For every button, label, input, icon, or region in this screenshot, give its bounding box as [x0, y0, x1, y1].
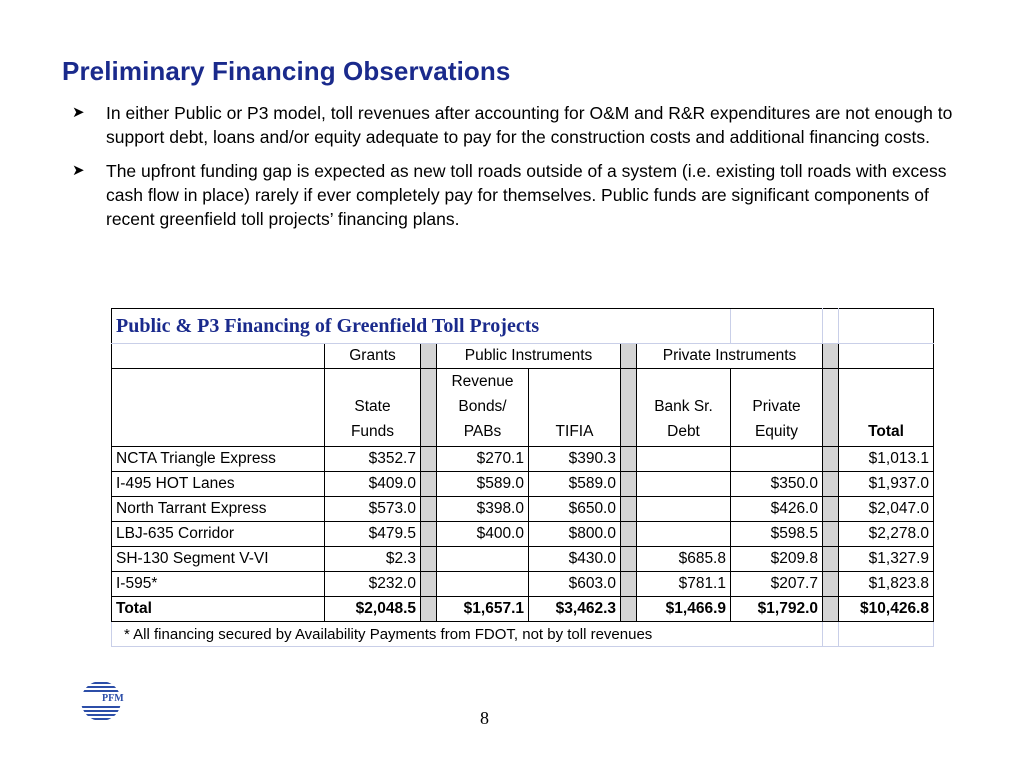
- cell-tifia: $603.0: [529, 572, 621, 597]
- cell-revenue-bonds: $589.0: [437, 472, 529, 497]
- arrow-bullet-icon: ➤: [72, 162, 85, 179]
- table-caption: Public & P3 Financing of Greenfield Toll Projects: [112, 309, 731, 344]
- table-row: [112, 447, 934, 472]
- cell-total: $2,278.0: [839, 522, 934, 547]
- cell-total: $2,047.0: [839, 497, 934, 522]
- cell-private-equity: $209.8: [731, 547, 823, 572]
- project-name: NCTA Triangle Express: [112, 447, 325, 472]
- group-public-instruments: Public Instruments: [437, 344, 621, 369]
- bullet-list: [72, 101, 972, 241]
- total-total: $10,426.8: [839, 597, 934, 622]
- cell-bank-debt: [637, 497, 731, 522]
- group-header-row: [112, 344, 934, 369]
- project-name: LBJ-635 Corridor: [112, 522, 325, 547]
- cell-total: $1,013.1: [839, 447, 934, 472]
- logo-text: PFM: [102, 693, 124, 704]
- financing-table: [111, 308, 934, 647]
- cell-tifia: $390.3: [529, 447, 621, 472]
- cell-bank-debt: [637, 447, 731, 472]
- table-row: [112, 472, 934, 497]
- bullet-text: In either Public or P3 model, toll revenues after accounting for O&M and R&R expenditures are not enough to support debt, loans and/or equity adequate to pay for the construction costs and additional financing costs.: [106, 103, 953, 147]
- cell-state-funds: $232.0: [325, 572, 421, 597]
- cell-state-funds: $573.0: [325, 497, 421, 522]
- total-row: [112, 597, 934, 622]
- arrow-bullet-icon: ➤: [72, 104, 85, 121]
- cell-private-equity: $350.0: [731, 472, 823, 497]
- header-state-funds: State Funds: [325, 369, 421, 447]
- total-bank-debt: $1,466.9: [637, 597, 731, 622]
- cell-bank-debt: [637, 472, 731, 497]
- total-label: Total: [112, 597, 325, 622]
- cell-bank-debt: [637, 522, 731, 547]
- cell-revenue-bonds: $400.0: [437, 522, 529, 547]
- project-name: North Tarrant Express: [112, 497, 325, 522]
- slide-title: Preliminary Financing Observations: [62, 56, 511, 86]
- header-tifia: TIFIA: [529, 369, 621, 447]
- total-revenue-bonds: $1,657.1: [437, 597, 529, 622]
- header-revenue-bonds: Revenue Bonds/ PABs: [437, 369, 529, 447]
- column-header-row: [112, 369, 934, 447]
- table-caption-row: [112, 309, 934, 344]
- cell-total: $1,823.8: [839, 572, 934, 597]
- cell-revenue-bonds: [437, 572, 529, 597]
- cell-revenue-bonds: [437, 547, 529, 572]
- cell-total: $1,937.0: [839, 472, 934, 497]
- pfm-logo: [80, 680, 130, 722]
- header-private-equity: Private Equity: [731, 369, 823, 447]
- total-tifia: $3,462.3: [529, 597, 621, 622]
- cell-total: $1,327.9: [839, 547, 934, 572]
- cell-tifia: $800.0: [529, 522, 621, 547]
- cell-tifia: $589.0: [529, 472, 621, 497]
- cell-tifia: $650.0: [529, 497, 621, 522]
- header-bank-debt: Bank Sr. Debt: [637, 369, 731, 447]
- bullet-item: [72, 159, 972, 231]
- bullet-item: [72, 101, 972, 149]
- cell-state-funds: $409.0: [325, 472, 421, 497]
- total-state-funds: $2,048.5: [325, 597, 421, 622]
- cell-private-equity: $426.0: [731, 497, 823, 522]
- cell-revenue-bonds: $398.0: [437, 497, 529, 522]
- table-row: [112, 547, 934, 572]
- total-private-equity: $1,792.0: [731, 597, 823, 622]
- header-total: Total: [839, 369, 934, 447]
- cell-bank-debt: $685.8: [637, 547, 731, 572]
- cell-private-equity: $598.5: [731, 522, 823, 547]
- project-name: SH-130 Segment V-VI: [112, 547, 325, 572]
- footnote: * All financing secured by Availability Payments from FDOT, not by toll revenues: [112, 622, 823, 647]
- cell-state-funds: $479.5: [325, 522, 421, 547]
- table-row: [112, 522, 934, 547]
- cell-private-equity: [731, 447, 823, 472]
- footnote-row: [112, 622, 934, 647]
- project-name: I-595*: [112, 572, 325, 597]
- cell-state-funds: $352.7: [325, 447, 421, 472]
- cell-tifia: $430.0: [529, 547, 621, 572]
- project-name: I-495 HOT Lanes: [112, 472, 325, 497]
- cell-bank-debt: $781.1: [637, 572, 731, 597]
- table-row: [112, 497, 934, 522]
- group-private-instruments: Private Instruments: [637, 344, 823, 369]
- table-row: [112, 572, 934, 597]
- page-number: 8: [480, 708, 489, 728]
- bullet-text: The upfront funding gap is expected as new toll roads outside of a system (i.e. existing toll roads with excess cash flow in place) rarely if ever completely pay for themselves. Public funds are significant components of recent greenfield toll projects’ financing plans.: [106, 161, 947, 229]
- cell-revenue-bonds: $270.1: [437, 447, 529, 472]
- group-grants: Grants: [325, 344, 421, 369]
- cell-private-equity: $207.7: [731, 572, 823, 597]
- cell-state-funds: $2.3: [325, 547, 421, 572]
